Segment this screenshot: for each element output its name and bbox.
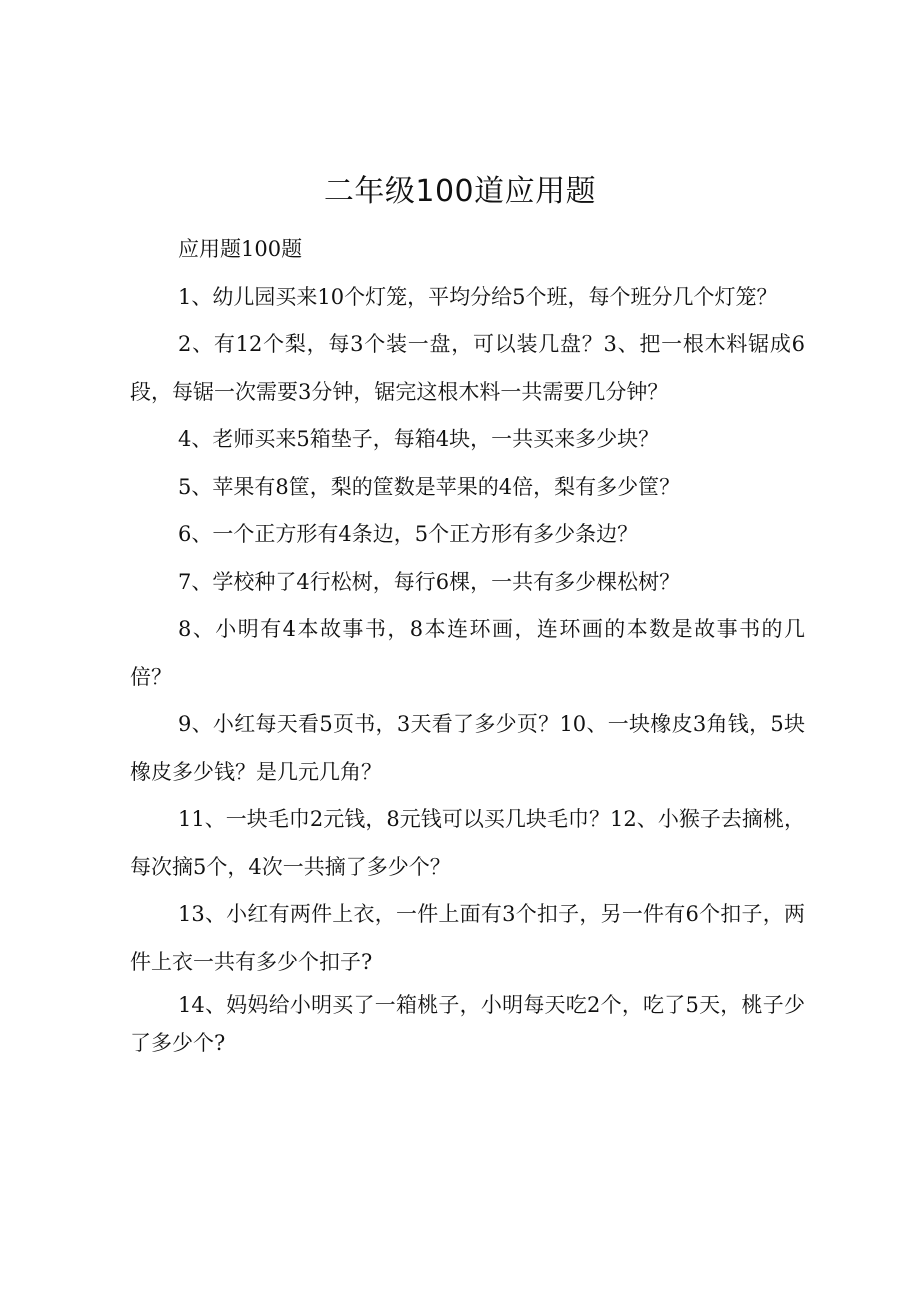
- document-body: [130, 226, 805, 1062]
- problem-paragraph-5: 6、一个正方形有4条边，5个正方形有多少条边？: [178, 522, 639, 546]
- problem-paragraph-9: 11、一块毛巾2元钱，8元钱可以买几块毛巾？12、小猴子去摘桃，每次摘5个，4次一共摘了多少个？: [130, 807, 805, 879]
- problem-paragraph-6: 7、学校种了4行松树，每行6棵，一共有多少棵松树？: [178, 569, 681, 594]
- problem-paragraph-4: 5、苹果有8筐，梨的筐数是苹果的4倍，梨有多少筐？: [178, 474, 681, 499]
- problem-paragraph-11: 14、妈妈给小明买了一箱桃子，小明每天吃2个，吃了5天，桃子少了多少个?: [130, 993, 805, 1055]
- problem-paragraph-2: 2、有12个梨，每3个装一盘，可以装几盘？3、把一根木料锯成6段，每锯一次需要3分钟，锯完这根木料一共需要几分钟？: [130, 332, 805, 404]
- problem-paragraph-8: 9、小红每天看5页书，3天看了多少页？10、一块橡皮3角钱，5块橡皮多少钱？是几元几角？: [130, 712, 805, 784]
- problem-paragraph-1: 1、幼儿园买来10个灯笼，平均分给5个班，每个班分几个灯笼？: [178, 284, 778, 309]
- subtitle-line: 应用题100题: [178, 237, 303, 261]
- problem-paragraph-10: 13、小红有两件上衣，一件上面有3个扣子，另一件有6个扣子，两件上衣一共有多少个扣子?: [130, 902, 805, 974]
- problem-paragraph-3: 4、老师买来5箱垫子，每箱4块，一共买来多少块？: [178, 427, 660, 451]
- document-title: 二年级100道应用题: [323, 174, 597, 209]
- problem-paragraph-7: 8、小明有4本故事书，8本连环画，连环画的本数是故事书的几倍？: [130, 617, 805, 689]
